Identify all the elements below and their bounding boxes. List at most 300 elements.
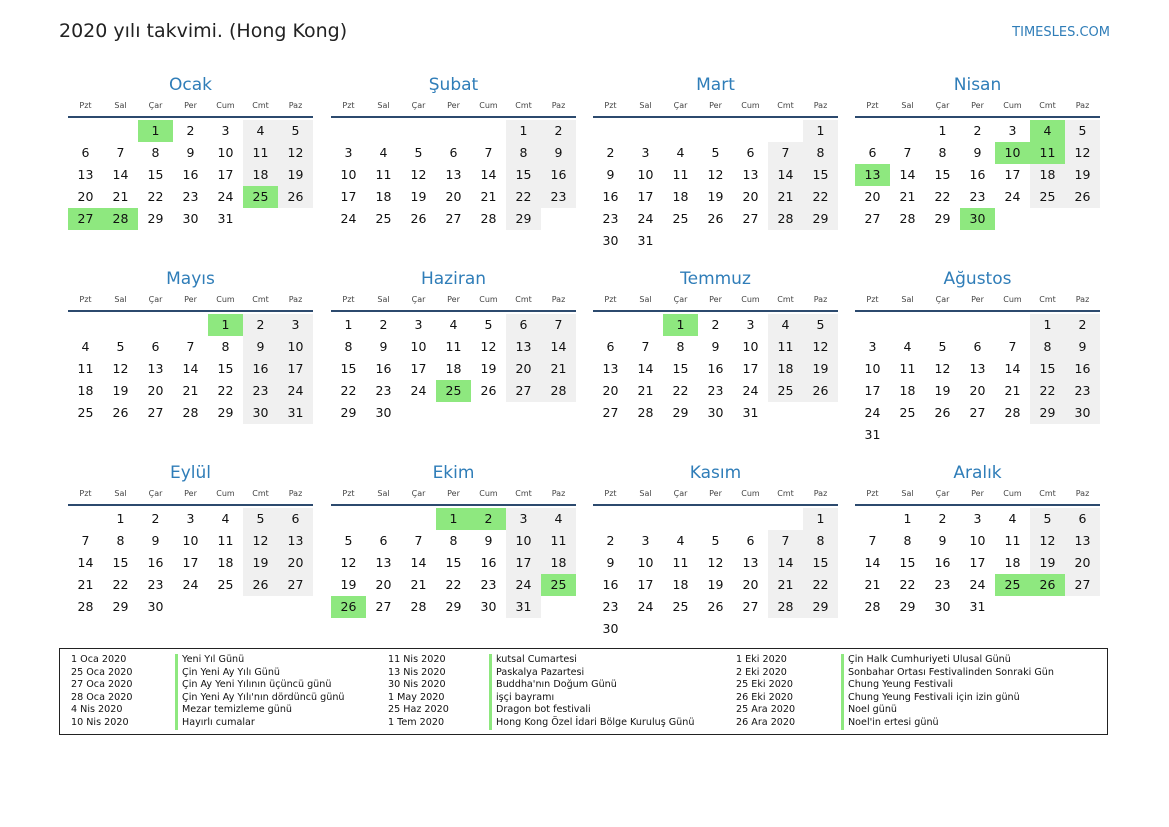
day-cell: 21	[1004, 383, 1021, 398]
day-cell: 28	[480, 211, 497, 226]
day-cell: 23	[1065, 380, 1100, 402]
day-cell: 4	[541, 508, 576, 530]
header-divider	[593, 310, 838, 312]
day-cell: 14	[77, 555, 94, 570]
day-cell: 8	[903, 533, 912, 548]
day-cell: 13	[278, 530, 313, 552]
empty-cell	[68, 120, 103, 142]
day-cell: 14	[480, 167, 497, 182]
weekday-label: Cum	[216, 489, 235, 498]
day-cell: 5	[243, 508, 278, 530]
day-cell: 1	[1030, 314, 1065, 336]
empty-cell	[768, 120, 803, 142]
day-cell: 2	[973, 123, 982, 138]
day-cell: 17	[742, 361, 759, 376]
day-cell: 31	[278, 402, 313, 424]
weekday-label: Çar	[673, 489, 688, 498]
holiday-day-cell: 26	[1030, 574, 1065, 596]
day-cell: 26	[410, 211, 427, 226]
month-8	[855, 268, 1100, 446]
holiday-date: 28 Oca 2020	[71, 691, 133, 703]
holiday-day-cell: 1	[663, 314, 698, 336]
holiday-name: Çin Ay Yeni Yılının üçüncü günü	[175, 679, 345, 692]
day-cell: 2	[711, 317, 720, 332]
day-cell: 20	[864, 189, 881, 204]
weekday-label: Pzt	[604, 295, 617, 304]
weekday-label: Per	[184, 489, 197, 498]
weekday-header	[68, 486, 313, 502]
weekday-label: Cmt	[515, 489, 532, 498]
day-cell: 13	[506, 336, 541, 358]
day-cell: 6	[81, 145, 90, 160]
header-divider	[331, 310, 576, 312]
day-cell: 4	[903, 339, 912, 354]
day-grid	[593, 314, 838, 424]
weekday-label: Pzt	[866, 489, 879, 498]
holiday-date: 26 Ara 2020	[736, 716, 796, 728]
weekday-label: Per	[709, 101, 722, 110]
day-cell: 24	[864, 405, 881, 420]
day-cell: 6	[278, 508, 313, 530]
empty-cell	[855, 120, 890, 142]
day-cell: 23	[602, 599, 619, 614]
holiday-day-cell: 28	[103, 208, 138, 230]
month-12	[855, 462, 1100, 618]
holiday-date: 1 Eki 2020	[736, 654, 787, 665]
empty-cell	[103, 120, 138, 142]
day-cell: 18	[1030, 164, 1065, 186]
day-cell: 27	[506, 380, 541, 402]
day-cell: 8	[344, 339, 353, 354]
weekday-label: Per	[447, 101, 460, 110]
day-cell: 18	[375, 189, 392, 204]
weekday-label: Per	[184, 295, 197, 304]
day-cell: 4	[676, 145, 685, 160]
day-cell: 15	[445, 555, 462, 570]
day-cell: 29	[445, 599, 462, 614]
weekday-label: Çar	[935, 489, 950, 498]
day-cell: 6	[746, 533, 755, 548]
month-3	[593, 74, 838, 252]
day-cell: 10	[637, 555, 654, 570]
day-cell: 14	[864, 555, 881, 570]
day-cell: 3	[414, 317, 423, 332]
day-cell: 30	[375, 405, 392, 420]
header-divider	[68, 310, 313, 312]
weekday-label: Cum	[741, 489, 760, 498]
day-cell: 13	[77, 167, 94, 182]
day-cell: 8	[116, 533, 125, 548]
day-grid	[331, 508, 576, 618]
day-cell: 11	[243, 142, 278, 164]
day-cell: 23	[707, 383, 724, 398]
weekday-label: Sal	[901, 489, 914, 498]
day-cell: 21	[768, 574, 803, 596]
weekday-label: Cmt	[777, 489, 794, 498]
day-cell: 1	[344, 317, 353, 332]
holiday-date: 25 Oca 2020	[71, 666, 133, 678]
day-cell: 3	[344, 145, 353, 160]
header-divider	[331, 116, 576, 118]
day-cell: 3	[506, 508, 541, 530]
day-cell: 19	[480, 361, 497, 376]
day-cell: 15	[803, 552, 838, 574]
month-10	[331, 462, 576, 618]
day-cell: 31	[969, 599, 986, 614]
header-divider	[593, 116, 838, 118]
empty-cell	[733, 508, 768, 530]
day-cell: 17	[217, 167, 234, 182]
day-cell: 29	[217, 405, 234, 420]
day-cell: 3	[746, 317, 755, 332]
day-cell: 30	[243, 402, 278, 424]
day-cell: 17	[410, 361, 427, 376]
day-cell: 28	[768, 596, 803, 618]
day-cell: 27	[969, 405, 986, 420]
weekday-header	[331, 486, 576, 502]
day-cell: 6	[151, 339, 160, 354]
weekday-label: Per	[447, 295, 460, 304]
holiday-date: 11 Nis 2020	[388, 654, 446, 665]
weekday-label: Cmt	[1039, 295, 1056, 304]
weekday-label: Per	[709, 295, 722, 304]
month-1	[68, 74, 313, 230]
day-cell: 2	[186, 123, 195, 138]
day-cell: 10	[969, 533, 986, 548]
day-cell: 22	[217, 383, 234, 398]
day-cell: 8	[506, 142, 541, 164]
day-cell: 3	[186, 511, 195, 526]
empty-cell	[855, 314, 890, 336]
day-cell: 23	[147, 577, 164, 592]
day-cell: 17	[969, 555, 986, 570]
holiday-name: Hong Kong Özel İdari Bölge Kuruluş Günü	[489, 717, 694, 730]
day-cell: 11	[77, 361, 94, 376]
month-7	[593, 268, 838, 424]
day-cell: 6	[506, 314, 541, 336]
day-cell: 22	[445, 577, 462, 592]
empty-cell	[366, 508, 401, 530]
weekday-label: Paz	[813, 295, 828, 304]
day-cell: 23	[602, 211, 619, 226]
day-cell: 22	[147, 189, 164, 204]
day-cell: 10	[410, 339, 427, 354]
month-name: Mayıs	[166, 269, 215, 289]
weekday-label: Cum	[479, 489, 498, 498]
empty-cell	[68, 314, 103, 336]
day-cell: 2	[938, 511, 947, 526]
day-cell: 15	[672, 361, 689, 376]
weekday-header	[593, 486, 838, 502]
weekday-label: Pzt	[342, 489, 355, 498]
day-cell: 23	[969, 189, 986, 204]
weekday-label: Sal	[114, 101, 127, 110]
holiday-name: Mezar temizleme günü	[175, 704, 345, 717]
weekday-label: Cmt	[252, 489, 269, 498]
day-grid	[855, 314, 1100, 446]
holiday-day-cell: 1	[436, 508, 471, 530]
day-cell: 23	[182, 189, 199, 204]
day-cell: 16	[147, 555, 164, 570]
weekday-label: Paz	[551, 489, 566, 498]
day-cell: 20	[506, 358, 541, 380]
day-cell: 7	[768, 142, 803, 164]
month-4	[855, 74, 1100, 230]
weekday-label: Cmt	[252, 295, 269, 304]
day-cell: 1	[938, 123, 947, 138]
day-cell: 16	[1065, 358, 1100, 380]
holiday-date: 25 Eki 2020	[736, 679, 794, 691]
weekday-label: Cmt	[515, 101, 532, 110]
holiday-day-cell: 26	[331, 596, 366, 618]
weekday-label: Cum	[479, 295, 498, 304]
weekday-label: Pzt	[79, 101, 92, 110]
day-cell: 27	[742, 599, 759, 614]
day-cell: 8	[803, 142, 838, 164]
day-cell: 17	[637, 577, 654, 592]
day-cell: 3	[221, 123, 230, 138]
day-cell: 13	[602, 361, 619, 376]
day-cell: 6	[973, 339, 982, 354]
holiday-date: 13 Nis 2020	[388, 666, 446, 678]
day-cell: 19	[112, 383, 129, 398]
day-cell: 21	[899, 189, 916, 204]
day-cell: 19	[243, 552, 278, 574]
empty-cell	[436, 120, 471, 142]
holiday-day-cell: 2	[471, 508, 506, 530]
holiday-name: Noel günü	[841, 704, 1054, 717]
day-cell: 14	[410, 555, 427, 570]
day-cell: 19	[707, 577, 724, 592]
holiday-dates-col-2	[388, 654, 449, 730]
day-cell: 25	[1030, 186, 1065, 208]
day-cell: 23	[243, 380, 278, 402]
empty-cell	[733, 120, 768, 142]
day-cell: 13	[742, 167, 759, 182]
month-name: Eylül	[169, 463, 212, 483]
header-divider	[331, 504, 576, 506]
day-cell: 29	[934, 211, 951, 226]
day-cell: 15	[1030, 358, 1065, 380]
weekday-label: Çar	[148, 489, 163, 498]
empty-cell	[855, 508, 890, 530]
day-cell: 25	[672, 599, 689, 614]
weekday-label: Paz	[1075, 489, 1090, 498]
empty-cell	[103, 314, 138, 336]
day-cell: 7	[541, 314, 576, 336]
day-cell: 5	[278, 120, 313, 142]
site-link[interactable]: TIMESLES.COM	[1012, 25, 1110, 40]
weekday-label: Çar	[673, 101, 688, 110]
weekday-label: Sal	[901, 101, 914, 110]
day-cell: 12	[1030, 530, 1065, 552]
day-cell: 16	[602, 189, 619, 204]
day-cell: 30	[934, 599, 951, 614]
empty-cell	[173, 314, 208, 336]
day-cell: 20	[77, 189, 94, 204]
day-cell: 4	[221, 511, 230, 526]
day-cell: 26	[112, 405, 129, 420]
day-cell: 26	[707, 599, 724, 614]
holiday-date: 27 Oca 2020	[71, 679, 133, 691]
day-cell: 10	[182, 533, 199, 548]
day-cell: 2	[151, 511, 160, 526]
day-cell: 21	[637, 383, 654, 398]
day-cell: 28	[182, 405, 199, 420]
day-cell: 18	[77, 383, 94, 398]
day-cell: 22	[672, 383, 689, 398]
day-cell: 5	[711, 145, 720, 160]
day-cell: 13	[742, 555, 759, 570]
month-name: Aralık	[953, 463, 1002, 483]
holiday-names-col-3	[841, 654, 1054, 730]
header-divider	[68, 116, 313, 118]
holiday-name: Dragon bot festivali	[489, 704, 694, 717]
day-cell: 17	[182, 555, 199, 570]
day-grid	[593, 508, 838, 640]
day-cell: 13	[375, 555, 392, 570]
day-cell: 7	[116, 145, 125, 160]
holiday-name: Hayırlı cumalar	[175, 717, 345, 730]
day-cell: 16	[934, 555, 951, 570]
weekday-label: Çar	[411, 101, 426, 110]
holiday-day-cell: 27	[68, 208, 103, 230]
holiday-name: kutsal Cumartesi	[489, 654, 694, 667]
day-cell: 6	[606, 339, 615, 354]
day-cell: 12	[934, 361, 951, 376]
weekday-label: Sal	[377, 295, 390, 304]
day-cell: 11	[768, 336, 803, 358]
month-name: Ekim	[432, 463, 475, 483]
weekday-label: Pzt	[866, 101, 879, 110]
weekday-label: Cmt	[1039, 489, 1056, 498]
weekday-label: Pzt	[342, 295, 355, 304]
day-cell: 21	[77, 577, 94, 592]
holiday-list	[59, 648, 1108, 735]
day-cell: 15	[340, 361, 357, 376]
day-cell: 12	[803, 336, 838, 358]
month-name: Haziran	[420, 269, 487, 289]
day-cell: 11	[672, 167, 689, 182]
day-cell: 16	[182, 167, 199, 182]
weekday-label: Paz	[288, 295, 303, 304]
empty-cell	[471, 120, 506, 142]
day-cell: 9	[541, 142, 576, 164]
day-cell: 27	[278, 574, 313, 596]
day-cell: 25	[77, 405, 94, 420]
holiday-day-cell: 1	[208, 314, 243, 336]
day-cell: 13	[147, 361, 164, 376]
day-cell: 28	[1004, 405, 1021, 420]
day-cell: 12	[707, 555, 724, 570]
day-cell: 23	[480, 577, 497, 592]
day-grid	[68, 314, 313, 424]
day-cell: 7	[81, 533, 90, 548]
day-cell: 10	[340, 167, 357, 182]
weekday-label: Paz	[288, 101, 303, 110]
weekday-label: Sal	[639, 101, 652, 110]
day-cell: 6	[449, 145, 458, 160]
holiday-name: Çin Halk Cumhuriyeti Ulusal Günü	[841, 654, 1054, 667]
month-6	[331, 268, 576, 424]
day-cell: 24	[637, 211, 654, 226]
day-cell: 21	[410, 577, 427, 592]
day-cell: 18	[672, 577, 689, 592]
day-cell: 22	[803, 186, 838, 208]
day-cell: 6	[746, 145, 755, 160]
weekday-label: Cum	[741, 101, 760, 110]
day-cell: 4	[768, 314, 803, 336]
day-cell: 28	[637, 405, 654, 420]
weekday-label: Per	[971, 295, 984, 304]
day-cell: 17	[506, 552, 541, 574]
day-cell: 14	[1004, 361, 1021, 376]
day-cell: 1	[116, 511, 125, 526]
day-cell: 12	[480, 339, 497, 354]
weekday-label: Pzt	[866, 295, 879, 304]
holiday-date: 1 May 2020	[388, 691, 445, 703]
day-cell: 14	[768, 552, 803, 574]
day-cell: 11	[375, 167, 392, 182]
day-cell: 14	[182, 361, 199, 376]
day-cell: 4	[449, 317, 458, 332]
day-cell: 25	[768, 380, 803, 402]
weekday-label: Paz	[1075, 101, 1090, 110]
day-cell: 11	[445, 339, 462, 354]
day-cell: 9	[243, 336, 278, 358]
day-cell: 28	[410, 599, 427, 614]
holiday-day-cell: 25	[243, 186, 278, 208]
day-cell: 28	[768, 208, 803, 230]
weekday-label: Çar	[411, 489, 426, 498]
month-name: Mart	[696, 75, 735, 95]
weekday-label: Cum	[741, 295, 760, 304]
day-cell: 21	[182, 383, 199, 398]
weekday-label: Paz	[551, 295, 566, 304]
weekday-label: Per	[184, 101, 197, 110]
empty-cell	[401, 508, 436, 530]
day-cell: 7	[1008, 339, 1017, 354]
weekday-label: Cmt	[777, 295, 794, 304]
day-cell: 5	[1065, 120, 1100, 142]
day-cell: 7	[186, 339, 195, 354]
holiday-day-cell: 30	[960, 208, 995, 230]
empty-cell	[995, 314, 1030, 336]
empty-cell	[663, 508, 698, 530]
holiday-date: 4 Nis 2020	[71, 704, 123, 716]
day-cell: 24	[278, 380, 313, 402]
weekday-label: Per	[971, 101, 984, 110]
day-grid	[68, 120, 313, 230]
weekday-label: Sal	[639, 295, 652, 304]
day-cell: 2	[606, 533, 615, 548]
day-cell: 11	[541, 530, 576, 552]
day-cell: 18	[899, 383, 916, 398]
day-cell: 26	[934, 405, 951, 420]
header-divider	[855, 116, 1100, 118]
empty-cell	[698, 120, 733, 142]
day-grid	[593, 120, 838, 252]
day-cell: 27	[445, 211, 462, 226]
day-cell: 7	[414, 533, 423, 548]
day-grid	[331, 120, 576, 230]
month-11	[593, 462, 838, 640]
empty-cell	[768, 508, 803, 530]
day-cell: 11	[899, 361, 916, 376]
weekday-label: Sal	[114, 489, 127, 498]
holiday-day-cell: 13	[855, 164, 890, 186]
day-cell: 29	[340, 405, 357, 420]
